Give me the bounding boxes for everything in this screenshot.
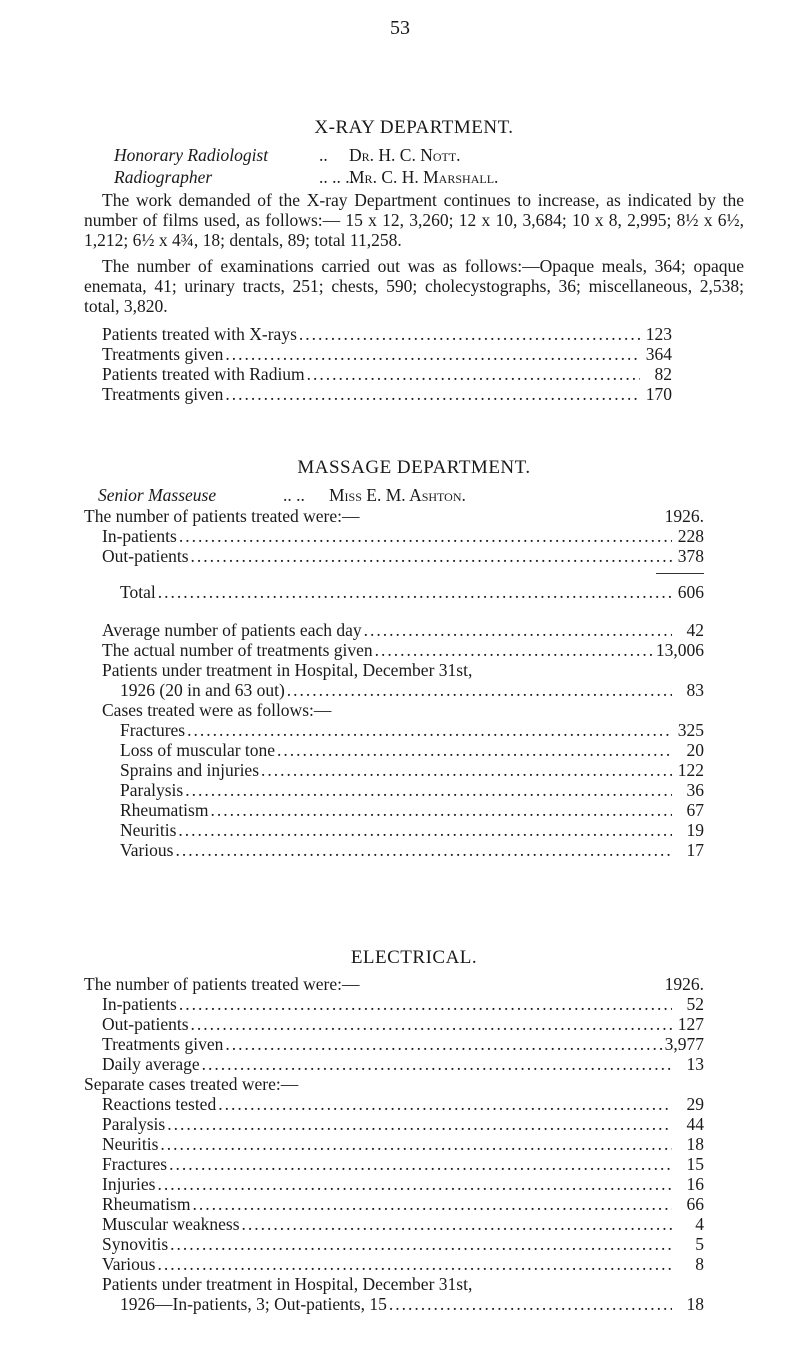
total-row (120, 582, 704, 602)
dot-leader (277, 740, 672, 760)
row-label: Injuries (102, 1174, 156, 1194)
electrical-cases-list (102, 1094, 704, 1274)
page-number: 53 (390, 17, 410, 39)
massage-section (84, 458, 744, 860)
row-value: 228 (677, 526, 704, 546)
massage-intro: The number of patients treated were:— (84, 506, 360, 526)
list-item (120, 780, 704, 800)
row-label: Daily average (102, 1054, 200, 1074)
list-item (102, 1234, 704, 1254)
row-label: 1926—In-patients, 3; Out-patients, 15 (120, 1294, 387, 1314)
row-label: Patients treated with X-rays (102, 324, 297, 344)
row-value: 364 (645, 344, 672, 364)
row-label: In-patients (102, 994, 177, 1014)
row-label: Synovitis (102, 1234, 169, 1254)
dot-leader (191, 546, 672, 566)
row-value: 18 (686, 1294, 704, 1314)
dot-leader (307, 364, 640, 384)
row-value: 29 (686, 1094, 704, 1114)
list-item (120, 720, 704, 740)
row-value: 325 (677, 720, 704, 740)
xray-treatment-list (102, 324, 672, 404)
dot-leader (170, 1234, 672, 1254)
row-label: Out-patients (102, 1014, 189, 1034)
list-item (102, 546, 704, 566)
massage-intro-row (84, 506, 704, 526)
massage-cases-list (120, 720, 704, 860)
list-item (120, 800, 704, 820)
row-value: 13 (686, 1054, 704, 1074)
row-label: Fractures (102, 1154, 168, 1174)
row-label: Out-patients (102, 546, 189, 566)
row-label: Fractures (120, 720, 186, 740)
list-item (120, 840, 704, 860)
xray-staff-radiologist (114, 144, 744, 166)
row-value: 3,977 (664, 1034, 704, 1054)
massage-heading: MASSAGE DEPARTMENT. (297, 457, 531, 478)
staff-dots: .. .. (283, 485, 305, 505)
row-value: 83 (686, 680, 704, 700)
row-label: Muscular weakness (102, 1214, 240, 1234)
staff-role: Radiographer (114, 167, 213, 187)
dot-leader (191, 1014, 672, 1034)
total-rule (84, 566, 704, 580)
list-item (120, 680, 704, 700)
electrical-section (84, 948, 744, 1314)
row-label: Neuritis (120, 820, 177, 840)
row-value: 123 (645, 324, 672, 344)
list-item (102, 1134, 704, 1154)
electrical-summary-list (102, 994, 704, 1074)
row-value: 20 (686, 740, 704, 760)
dot-leader (179, 994, 672, 1014)
dot-leader (210, 800, 672, 820)
dot-leader (299, 324, 640, 344)
massage-staff (98, 484, 744, 506)
list-item (102, 1034, 704, 1054)
row-label: Loss of muscular tone (120, 740, 276, 760)
staff-dots: .. .. .. (319, 167, 354, 187)
xray-heading: X-RAY DEPARTMENT. (314, 117, 514, 138)
list-item (102, 1174, 704, 1194)
list-item (102, 1094, 704, 1114)
dot-leader (158, 582, 672, 602)
row-label: Sprains and injuries (120, 760, 260, 780)
row-label: Treatments given (102, 1034, 224, 1054)
dot-leader (192, 1194, 672, 1214)
row-value: 15 (686, 1154, 704, 1174)
dot-leader (389, 1294, 672, 1314)
row-value: 5 (695, 1234, 704, 1254)
electrical-intro: The number of patients treated were:— (84, 974, 360, 994)
row-label: Rheumatism (120, 800, 209, 820)
row-label: Rheumatism (102, 1194, 191, 1214)
list-item (102, 324, 672, 344)
row-label: Total (120, 582, 156, 602)
row-label: Patients treated with Radium (102, 364, 305, 384)
list-item (102, 526, 704, 546)
row-label: In-patients (102, 526, 177, 546)
row-value: 18 (686, 1134, 704, 1154)
row-value: 42 (686, 620, 704, 640)
dot-leader (167, 1114, 672, 1134)
xray-films-paragraph: The work demanded of the X-ray Department continues to increase, as indicated by the number of films used, as follows:— 15 x 12, 3,260; 12 x 10, 3,684; 10 x 8, 2,995; 8½ x 6½, 1,212; 6½ x 4¾, 18; dentals, 89; total 11,258. (84, 190, 744, 250)
list-item (102, 994, 704, 1014)
list-item (102, 640, 704, 660)
row-value: 13,006 (655, 640, 704, 660)
under-treatment-line: Patients under treatment in Hospital, December 31st, (102, 1274, 473, 1294)
list-item (102, 620, 704, 640)
row-label: 1926 (20 in and 63 out) (120, 680, 285, 700)
list-item (102, 1194, 704, 1214)
row-label: Neuritis (102, 1134, 159, 1154)
row-value: 378 (677, 546, 704, 566)
cases-intro: Cases treated were as follows:— (102, 700, 332, 720)
row-value: 170 (645, 384, 672, 404)
staff-name: Dr. H. C. Nott. (349, 145, 461, 165)
dot-leader (225, 1034, 662, 1054)
list-item (102, 384, 672, 404)
staff-name: Mr. C. H. Marshall. (349, 167, 499, 187)
list-item (102, 1054, 704, 1074)
list-item (120, 760, 704, 780)
row-label: Various (102, 1254, 156, 1274)
xray-section (84, 118, 744, 404)
dot-leader (225, 384, 640, 404)
dot-leader (242, 1214, 672, 1234)
row-value: 36 (686, 780, 704, 800)
row-label: Average number of patients each day (102, 620, 362, 640)
dot-leader (157, 1174, 672, 1194)
row-value: 82 (654, 364, 672, 384)
list-item (102, 364, 672, 384)
staff-name: Miss E. M. Ashton. (329, 485, 466, 505)
row-value: 67 (686, 800, 704, 820)
dot-leader (364, 620, 672, 640)
row-value: 44 (686, 1114, 704, 1134)
staff-role: Honorary Radiologist (114, 145, 269, 165)
xray-staff-radiographer (114, 166, 744, 188)
row-label: Paralysis (102, 1114, 166, 1134)
dot-leader (178, 820, 672, 840)
dot-leader (225, 344, 640, 364)
row-value: 4 (695, 1214, 704, 1234)
row-value: 52 (686, 994, 704, 1014)
dot-leader (187, 720, 672, 740)
row-value: 606 (677, 582, 704, 602)
list-item (102, 1114, 704, 1134)
dot-leader (179, 526, 672, 546)
dot-leader (185, 780, 672, 800)
list-item (120, 820, 704, 840)
dot-leader (175, 840, 672, 860)
row-value: 19 (686, 820, 704, 840)
staff-dots: .. (319, 145, 328, 165)
row-label: Various (120, 840, 174, 860)
dot-leader (218, 1094, 672, 1114)
list-item (102, 1254, 704, 1274)
row-label: Paralysis (120, 780, 184, 800)
list-item (102, 1014, 704, 1034)
electrical-intro-row (84, 974, 704, 994)
row-label: Reactions tested (102, 1094, 217, 1114)
electrical-heading: ELECTRICAL. (350, 947, 478, 968)
staff-role: Senior Masseuse (98, 485, 217, 505)
row-value: 122 (677, 760, 704, 780)
under-treatment-line: Patients under treatment in Hospital, December 31st, (102, 660, 473, 680)
dot-leader (169, 1154, 672, 1174)
row-label: The actual number of treatments given (102, 640, 373, 660)
year-label: 1926. (664, 974, 704, 994)
xray-examinations-paragraph: The number of examinations carried out was as follows:—Opaque meals, 364; opaque enemata, 41; urinary tracts, 251; chests, 590; cholecystographs, 36; miscellaneous, 2,538; total, 3,820. (84, 256, 744, 316)
dot-leader (157, 1254, 672, 1274)
list-item (120, 740, 704, 760)
row-value: 17 (686, 840, 704, 860)
cases-intro: Separate cases treated were:— (84, 1074, 299, 1094)
row-value: 16 (686, 1174, 704, 1194)
list-item (102, 344, 672, 364)
list-item (120, 1294, 704, 1314)
dot-leader (287, 680, 672, 700)
dot-leader (160, 1134, 672, 1154)
row-label: Treatments given (102, 344, 224, 364)
row-label: Treatments given (102, 384, 224, 404)
list-item (102, 1154, 704, 1174)
row-value: 8 (695, 1254, 704, 1274)
dot-leader (202, 1054, 672, 1074)
row-value: 66 (686, 1194, 704, 1214)
row-value: 127 (677, 1014, 704, 1034)
dot-leader (261, 760, 672, 780)
year-label: 1926. (664, 506, 704, 526)
list-item (102, 1214, 704, 1234)
dot-leader (375, 640, 654, 660)
